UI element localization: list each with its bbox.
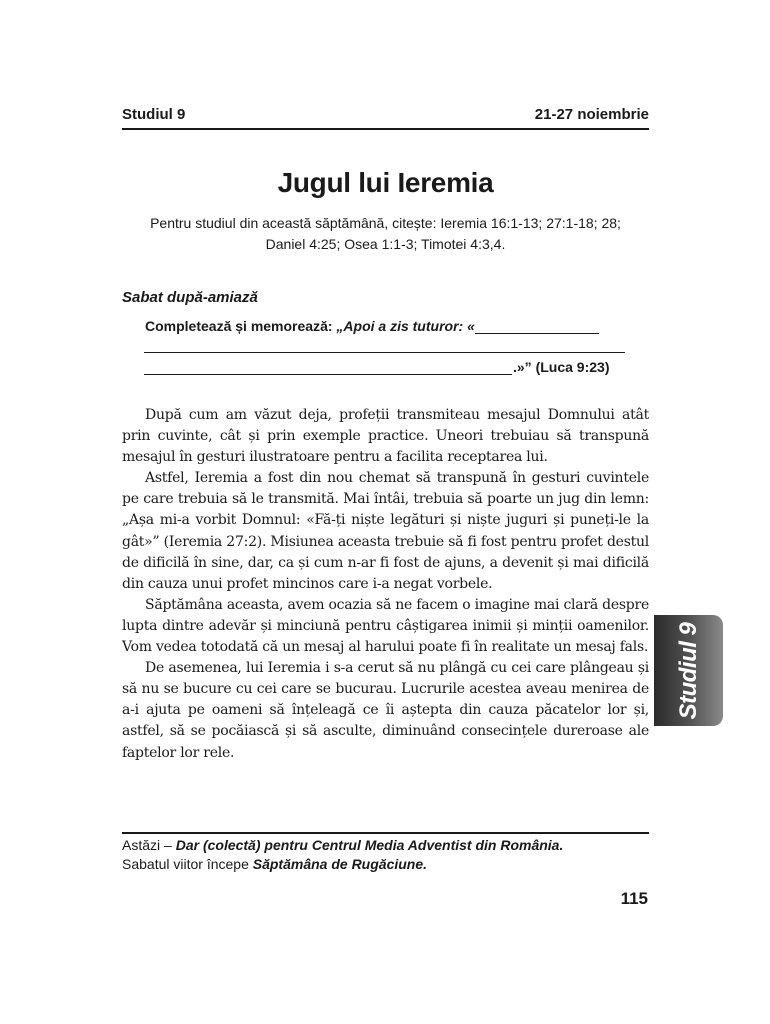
paragraph: Săptămâna aceasta, avem ocazia să ne facem o imagine mai clară despre lupta dintre adevăr și minciună pentru câștigarea inimii și minții oamenilor. Vom vedea totodată că un mesaj al harului poate fi în realitate un mesaj fals. <box>122 596 649 656</box>
page-number: 115 <box>620 889 648 908</box>
running-header <box>122 106 649 130</box>
footer-divider <box>122 832 649 834</box>
reading-line-1: Pentru studiul din această săptămână, citește: Ieremia 16:1-13; 27:1-18; 28; <box>150 215 621 231</box>
study-label: Studiul 9 <box>122 106 186 123</box>
reading-line-2: Daniel 4:25; Osea 1:1-3; Timotei 4:3,4. <box>265 236 506 252</box>
date-range: 21-27 noiembrie <box>534 106 649 123</box>
chapter-side-tab <box>654 615 723 726</box>
memory-verse-line-1 <box>145 318 599 334</box>
paragraph: După cum am văzut deja, profeții transmiteau mesajul Domnului atât prin cuvinte, cât și prin exemple practice. Uneori trebuiau să transpună mesajul în gesturi ilustratoare pentru a facilita receptarea lui. <box>122 407 649 466</box>
section-heading: Sabat după-amiază <box>122 289 258 306</box>
footer-line-1-prefix: Astăzi – <box>122 837 176 853</box>
side-tab-label: Studiul 9 <box>674 622 702 719</box>
fill-blank-2[interactable] <box>144 352 625 353</box>
footer-note <box>122 836 662 874</box>
paragraph: De asemenea, lui Ieremia i s-a cerut să nu plângă cu cei care plângeau și să nu se bucure cu cei care se bucurau. Lucrurile acestea aveau menirea de a-i ajuta pe oameni să înțeleagă ce îi aștepta din cauza păcatelor lor și, astfel, să se pocăiască și să asculte, diminuând consecințele dureroase ale faptelor lor rele. <box>122 660 649 761</box>
memory-prefix: Completează și memorează: <box>145 318 337 334</box>
footer-line-1 <box>122 836 662 855</box>
fill-blank-1[interactable] <box>475 319 599 334</box>
body-text <box>122 405 649 764</box>
memory-quote-start: „Apoi a zis tuturor: « <box>336 318 475 334</box>
footer-line-2-prefix: Sabatul viitor începe <box>122 856 253 872</box>
footer-line-1-emphasis: Dar (colectă) pentru Centrul Media Adventist din România. <box>175 837 564 853</box>
fill-blank-3[interactable] <box>144 374 512 375</box>
footer-line-2-emphasis: Săptămâna de Rugăciune. <box>252 856 428 872</box>
memory-quote-end: .»” (Luca 9:23) <box>513 359 610 375</box>
footer-line-2 <box>122 855 662 874</box>
reading-assignment <box>122 213 649 255</box>
page-title: Jugul lui Ieremia <box>277 167 494 198</box>
paragraph: Astfel, Ieremia a fost din nou chemat să transpună în gesturi cuvintele pe care trebuia să le transmită. Mai întâi, trebuia să poarte un jug din lemn: „Așa mi-a vorbit Domnul: «Fă-ți niște legături și niște juguri și puneți-le la gât»” (Ieremia 27:2). Misiunea aceasta trebuie să fi fost pentru profet destul de dificilă în sine, dar, ca și cum n-ar fi fost de ajuns, a devenit și mai dificilă din cauza unui profet mincinos care i-a negat vorbele. <box>122 470 649 592</box>
